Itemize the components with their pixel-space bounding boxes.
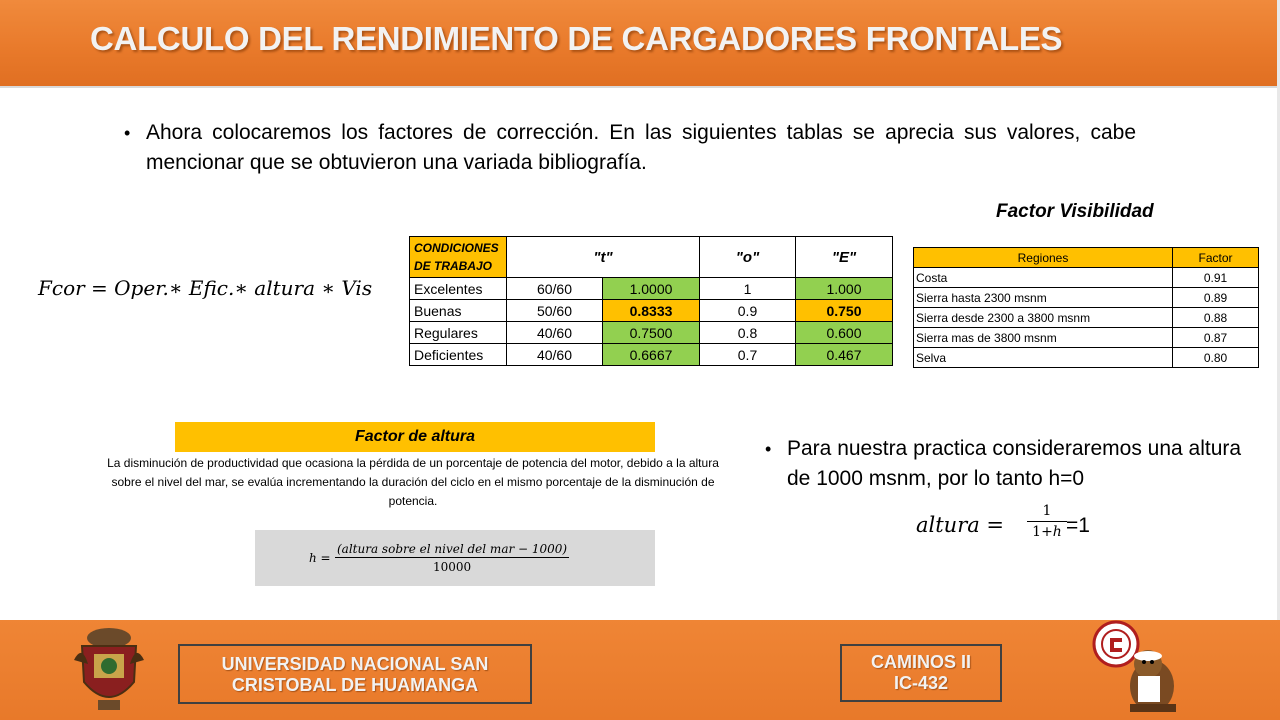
- table-row: [410, 322, 893, 344]
- altitude-formula-denominator: 10000: [432, 560, 472, 574]
- condition-label: Deficientes: [410, 344, 507, 366]
- altitude-eq-denominator: 1+ℎ: [1032, 524, 1062, 540]
- header-conditions: CONDICIONES DE TRABAJO: [410, 237, 507, 278]
- t-ratio: 40/60: [507, 344, 603, 366]
- table-row: [914, 328, 1259, 348]
- practice-text: Para nuestra practica consideraremos una altura de 1000 msnm, por lo tanto h=0: [787, 437, 1242, 490]
- region-cell: Sierra hasta 2300 msnm: [914, 288, 1173, 308]
- table-row: [410, 300, 893, 322]
- table-row: [914, 348, 1259, 368]
- o-value: 0.9: [700, 300, 796, 322]
- o-value: 0.8: [700, 322, 796, 344]
- altitude-formula-numerator: (altura sobre el nivel del mar − 1000): [337, 542, 568, 556]
- factor-cell: 0.80: [1173, 348, 1259, 368]
- university-line-2: CRISTOBAL DE HUAMANGA: [231, 675, 479, 695]
- t-ratio: 40/60: [507, 322, 603, 344]
- t-value: 0.8333: [603, 300, 700, 322]
- altitude-eq-result: =1: [1066, 514, 1090, 537]
- header-t: "t": [507, 237, 700, 278]
- table-row: [914, 308, 1259, 328]
- table-header-row: [410, 237, 893, 278]
- factor-cell: 0.91: [1173, 268, 1259, 288]
- course-line-2: IC-432: [893, 673, 949, 693]
- bullet-icon: •: [124, 123, 131, 143]
- university-line-1: UNIVERSIDAD NACIONAL SAN: [221, 654, 489, 674]
- t-value: 0.7500: [603, 322, 700, 344]
- factor-cell: 0.87: [1173, 328, 1259, 348]
- e-value: 0.467: [796, 344, 893, 366]
- condition-label: Regulares: [410, 322, 507, 344]
- header-e: "E": [796, 237, 893, 278]
- intro-bullet: [124, 118, 1136, 178]
- course-box: [840, 644, 1002, 702]
- correction-factor-formula: Fcor = Oper.∗ Efic.∗ altura ∗ Vis: [38, 276, 373, 300]
- condition-label: Buenas: [410, 300, 507, 322]
- slide-title: CALCULO DEL RENDIMIENTO DE CARGADORES FRONTALES: [90, 20, 1063, 57]
- title-bar: [0, 0, 1280, 88]
- altitude-factor-description: La disminución de productividad que ocasiona la pérdida de un porcentaje de potencia del motor, debido a la altura sobre el nivel del mar, se evalúa incrementando la duración del ciclo en el mismo porcentaje de la disminución de potencia.: [107, 456, 719, 508]
- factor-cell: 0.88: [1173, 308, 1259, 328]
- table-header-row: [914, 248, 1259, 268]
- region-cell: Sierra mas de 3800 msnm: [914, 328, 1173, 348]
- table-row: [410, 344, 893, 366]
- faculty-mascot-logo-icon: [1090, 620, 1190, 716]
- university-crest-icon: [72, 624, 146, 716]
- condition-label: Excelentes: [410, 278, 507, 300]
- altitude-factor-title: Factor de altura: [175, 422, 655, 452]
- visibility-title: Factor Visibilidad: [996, 201, 1154, 222]
- work-conditions-table: [409, 236, 893, 366]
- factor-cell: 0.89: [1173, 288, 1259, 308]
- table-row: [914, 288, 1259, 308]
- e-value: 1.000: [796, 278, 893, 300]
- altitude-formula-box: [255, 530, 655, 586]
- region-cell: Sierra desde 2300 a 3800 msnm: [914, 308, 1173, 328]
- footer-bar: [0, 620, 1280, 720]
- o-value: 0.7: [700, 344, 796, 366]
- e-value: 0.750: [796, 300, 893, 322]
- university-name-box: [178, 644, 532, 704]
- altitude-eq-fraction: [1027, 503, 1067, 540]
- t-value: 0.6667: [603, 344, 700, 366]
- region-cell: Selva: [914, 348, 1173, 368]
- altitude-eq-numerator: 1: [1027, 503, 1067, 522]
- header-factor: Factor: [1173, 248, 1259, 268]
- visibility-table: [913, 247, 1259, 368]
- practice-bullet: [765, 434, 1252, 494]
- altitude-formula-fraction: [335, 542, 569, 574]
- region-cell: Costa: [914, 268, 1173, 288]
- altitude-formula-lhs: h =: [309, 551, 331, 565]
- header-o: "o": [700, 237, 796, 278]
- header-regions: Regiones: [914, 248, 1173, 268]
- t-value: 1.0000: [603, 278, 700, 300]
- intro-text: Ahora colocaremos los factores de corrección. En las siguientes tablas se aprecia sus valores, cabe mencionar que se obtuvieron una variada bibliografía.: [146, 121, 1136, 174]
- t-ratio: 60/60: [507, 278, 603, 300]
- t-ratio: 50/60: [507, 300, 603, 322]
- table-row: [410, 278, 893, 300]
- course-line-1: CAMINOS II: [870, 652, 971, 672]
- bullet-icon: •: [765, 439, 772, 459]
- table-row: [914, 268, 1259, 288]
- e-value: 0.600: [796, 322, 893, 344]
- o-value: 1: [700, 278, 796, 300]
- altitude-eq-lhs: altura =: [916, 513, 1005, 537]
